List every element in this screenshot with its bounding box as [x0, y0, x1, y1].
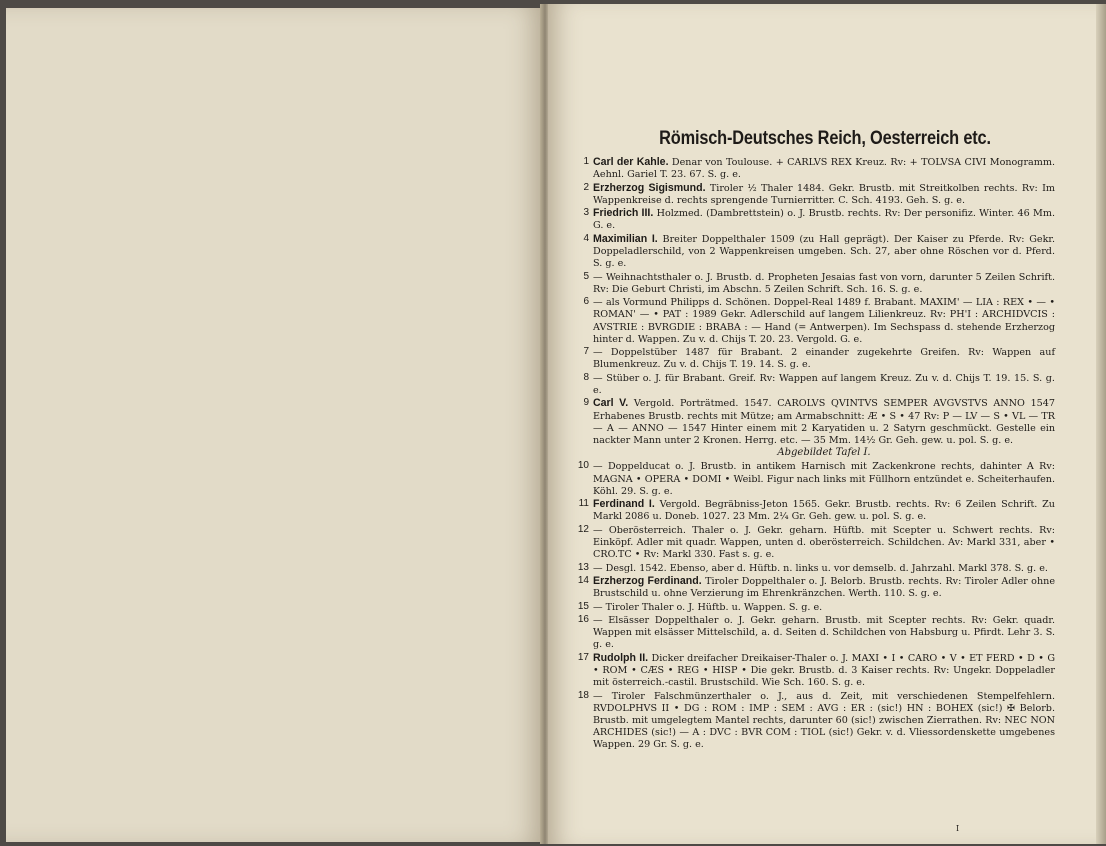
entry-number: 18 — [577, 689, 589, 701]
entry-ruler-name: Maximilian I. — [593, 232, 658, 245]
entry-ruler-name: Ferdinand I. — [593, 498, 655, 511]
entry-number: 14 — [577, 574, 589, 586]
entry-description: Holzmed. (Dambrettstein) o. J. Brustb. rechts. Rv: Der personifiz. Winter. 46 Mm. G. e. — [593, 208, 1056, 232]
entry-body — [593, 460, 1055, 498]
entry-body — [593, 346, 1055, 371]
catalogue-entry — [575, 346, 1055, 371]
entry-ruler-name: Carl V. — [593, 397, 629, 410]
entry-number: 11 — [578, 498, 589, 510]
catalogue-entry — [575, 460, 1055, 498]
entry-body — [593, 652, 1055, 690]
page-title: Römisch-Deutsches Reich, Oesterreich etc. — [659, 128, 991, 149]
entry-ruler-name: Carl der Kahle. — [593, 156, 669, 168]
catalogue-text — [575, 128, 1055, 752]
entry-description: — Tiroler Falschmünzerthaler o. J., aus d. Zeit, mit verschiedenen Stempelfehlern. RVDOLPHVS II • DG : ROM : IMP : SEM : AVG : ER : (sic!) HN : BOHEX (sic!) ✠ Belorb. Brustb. mit umgelegtem Mantel rechts, darunter 60 (sic!) zwischen Zierrathen. Rv: NEC NON ARCHIDES (sic!) — A : DVC : BVR COM : TIOL (sic!) Gekr. v. d. Vliessordenskette umgebenes Wappen. 29 Gr. S. g. e. — [593, 690, 1055, 751]
entry-body — [593, 690, 1055, 752]
entry-description: Tiroler Doppelthaler o. J. Belorb. Brustb. rechts. Rv: Tiroler Adler ohne Brustschild u. ohne Verzierung im Ehrenkränzchen. Werth. 110. S. g. e. — [593, 575, 1055, 600]
catalogue-entry — [575, 372, 1055, 397]
entry-description: Tiroler ½ Thaler 1484. Gekr. Brustb. mit Streitkolben rechts. Rv: Im Wappenkreise d. rechts sprengende Turnierritter. C. Sch. 4193. Geh. S. g. e. — [593, 182, 1055, 206]
entry-body — [593, 575, 1055, 600]
catalogue-entry — [575, 271, 1055, 296]
entry-description: — Tiroler Thaler o. J. Hüftb. u. Wappen. S. g. e. — [593, 601, 823, 613]
entry-description: — als Vormund Philipps d. Schönen. Doppel-Real 1489 f. Brabant. MAXIM' — LIA : REX • — • ROMAN' — • PAT : 1989 Gekr. Adlerschild auf langem Lilienkreuz. Rv: PH'I : ARCHIDVCIS : AVSTRIE : BVRGDIE : BRABA : — Hand (= Antwerpen). Im Sechspass d. stehende Erzherzog hinter d. Wappen. Zu v. d. Chijs T. 20. 23. Vergold. G. e. — [593, 297, 1055, 345]
catalogue-entry — [575, 156, 1055, 181]
entry-description: — Oberösterreich. Thaler o. J. Gekr. geharn. Hüftb. mit Scepter u. Schwert rechts. Rv: Einköpf. Adler mit quadr. Wappen, unten d. oberösterreich. Schildchen. Av: Markl 331, aber • CRO.TC • Rv: Markl 330. Fast s. g. e. — [593, 524, 1055, 561]
plate-caption: Abgebildet Tafel I. — [777, 447, 871, 459]
catalogue-entry — [575, 233, 1055, 271]
entry-description: Denar von Toulouse. + CARLVS REX Kreuz. Rv: + TOLVSA CIVI Monogramm. Aehnl. Gariel T. 23. 67. S. g. e. — [593, 157, 1055, 181]
entry-description: Breiter Doppelthaler 1509 (zu Hall geprägt). Der Kaiser zu Pferde. Rv: Gekr. Doppeladlerschild, von 2 Wappenkreisen umgeben. Sch. 27, aber ohne Röschen vor d. Pferd. S. g. e. — [593, 233, 1055, 270]
entry-body — [593, 372, 1055, 397]
entry-description: — Doppelducat o. J. Brustb. in antikem Harnisch mit Zackenkrone rechts, dahinter A Rv: MAGNA • OPERA • DOMI • Weibl. Figur nach links mit Füllhorn entzündet e. Scheiterhaufen. Köhl. 29. S. g. e. — [593, 461, 1055, 497]
entry-number: 4 — [583, 232, 589, 244]
entry-number: 6 — [583, 296, 589, 308]
entry-number: 7 — [583, 346, 589, 358]
catalogue-entry — [575, 296, 1055, 346]
entry-number: 5 — [583, 270, 589, 282]
entry-body — [593, 562, 1055, 575]
entry-description: Vergold. Porträtmed. 1547. CAROLVS QVINTVS SEMPER AVGVSTVS ANNO 1547 Erhabenes Brustb. rechts mit Mütze; am Armabschnitt: Æ • S • 47 Rv: P — LV — S • VL — TR — A — ANNO — 1547 Hinter einem mit 2 Karyatiden u. 2 Satyrn geschmückt. Gestelle ein nackter Mann unter 2 Kronen. Herrg. etc. — 35 Mm. 14½ Gr. Geh. gew. u. pol. S. g. e. — [593, 398, 1055, 446]
entry-body — [593, 207, 1055, 232]
entry-number: 2 — [583, 181, 589, 193]
catalogue-entry — [575, 614, 1055, 652]
entry-list — [575, 156, 1055, 752]
catalogue-entry — [575, 575, 1055, 600]
catalogue-entry — [575, 690, 1055, 752]
entry-body — [593, 233, 1055, 271]
entry-body — [593, 156, 1055, 181]
entry-number: 15 — [577, 600, 589, 612]
entry-ruler-name: Erzherzog Sigismund. — [593, 181, 706, 194]
entry-body — [593, 498, 1055, 523]
entry-number: 3 — [583, 207, 589, 219]
entry-number: 17 — [577, 651, 589, 663]
entry-number: 9 — [583, 397, 589, 409]
entry-body — [593, 271, 1055, 296]
entry-description: — Elsässer Doppelthaler o. J. Gekr. geharn. Brustb. mit Scepter rechts. Rv: Gekr. quadr. Wappen mit elsässer Mittelschild, a. d. Seiten d. Schildchen von Habsburg u. Pfirdt. Lehr 3. S. g. e. — [593, 614, 1055, 651]
catalogue-entry — [575, 562, 1055, 575]
catalogue-entry — [575, 498, 1055, 523]
entry-number: 16 — [577, 613, 589, 625]
entry-ruler-name: Rudolph II. — [593, 651, 649, 664]
entry-description: — Stüber o. J. für Brabant. Greif. Rv: Wappen auf langem Kreuz. Zu v. d. Chijs T. 19. 15. S. g. e. — [593, 372, 1055, 396]
entry-description: — Weihnachtsthaler o. J. Brustb. d. Propheten Jesaias fast von vorn, darunter 5 Zeilen Schrift. Rv: Die Geburt Christi, im Abschn. 5 Zeilen Schrift. Sch. 16. S. g. e. — [593, 271, 1055, 295]
catalogue-entry — [575, 397, 1055, 447]
entry-description: — Desgl. 1542. Ebenso, aber d. Hüftb. n. links u. vor demselb. d. Jahrzahl. Markl 378. S. g. e. — [593, 562, 1048, 574]
entry-ruler-name: Friedrich III. — [593, 207, 654, 220]
entry-number: 12 — [577, 523, 589, 535]
entry-description: — Doppelstüber 1487 für Brabant. 2 einander zugekehrte Greifen. Rv: Wappen auf Blumenkreuz. Zu v. d. Chijs T. 19. 14. S. g. e. — [593, 347, 1055, 371]
entry-body — [593, 397, 1055, 447]
catalogue-entry — [575, 652, 1055, 690]
catalogue-entry — [575, 182, 1055, 207]
entry-body — [593, 614, 1055, 652]
entry-body — [593, 182, 1055, 207]
catalogue-entry — [575, 524, 1055, 562]
blank-left-page — [6, 8, 542, 842]
entry-number: 10 — [577, 460, 589, 472]
entry-body — [593, 296, 1055, 346]
catalogue-entry — [575, 207, 1055, 232]
footer-mark: I — [956, 824, 960, 833]
entry-description: Dicker dreifacher Dreikaiser-Thaler o. J. MAXI • I • CARO • V • ET FERD • D • G • ROM • CÆS • REG • HISP • Die gekr. Brustb. d. 3 Kaiser rechts. Rv: Ungekr. Doppeladler mit österreich.-castil. Brustschild. Wie Sch. 160. S. g. e. — [593, 652, 1055, 689]
entry-number: 8 — [583, 371, 589, 383]
entry-number: 13 — [577, 561, 589, 573]
page-edge — [1096, 4, 1106, 844]
entry-body — [593, 601, 1055, 614]
entry-description: Vergold. Begräbniss-Jeton 1565. Gekr. Brustb. rechts. Rv: 6 Zeilen Schrift. Zu Markl 2086 u. Doneb. 1027. 23 Mm. 2¼ Gr. Geh. gew. u. pol. S. g. e. — [593, 499, 1055, 523]
entry-ruler-name: Erzherzog Ferdinand. — [593, 574, 702, 587]
entry-number: 1 — [583, 156, 589, 167]
entry-body — [593, 524, 1055, 562]
catalogue-entry — [575, 601, 1055, 614]
